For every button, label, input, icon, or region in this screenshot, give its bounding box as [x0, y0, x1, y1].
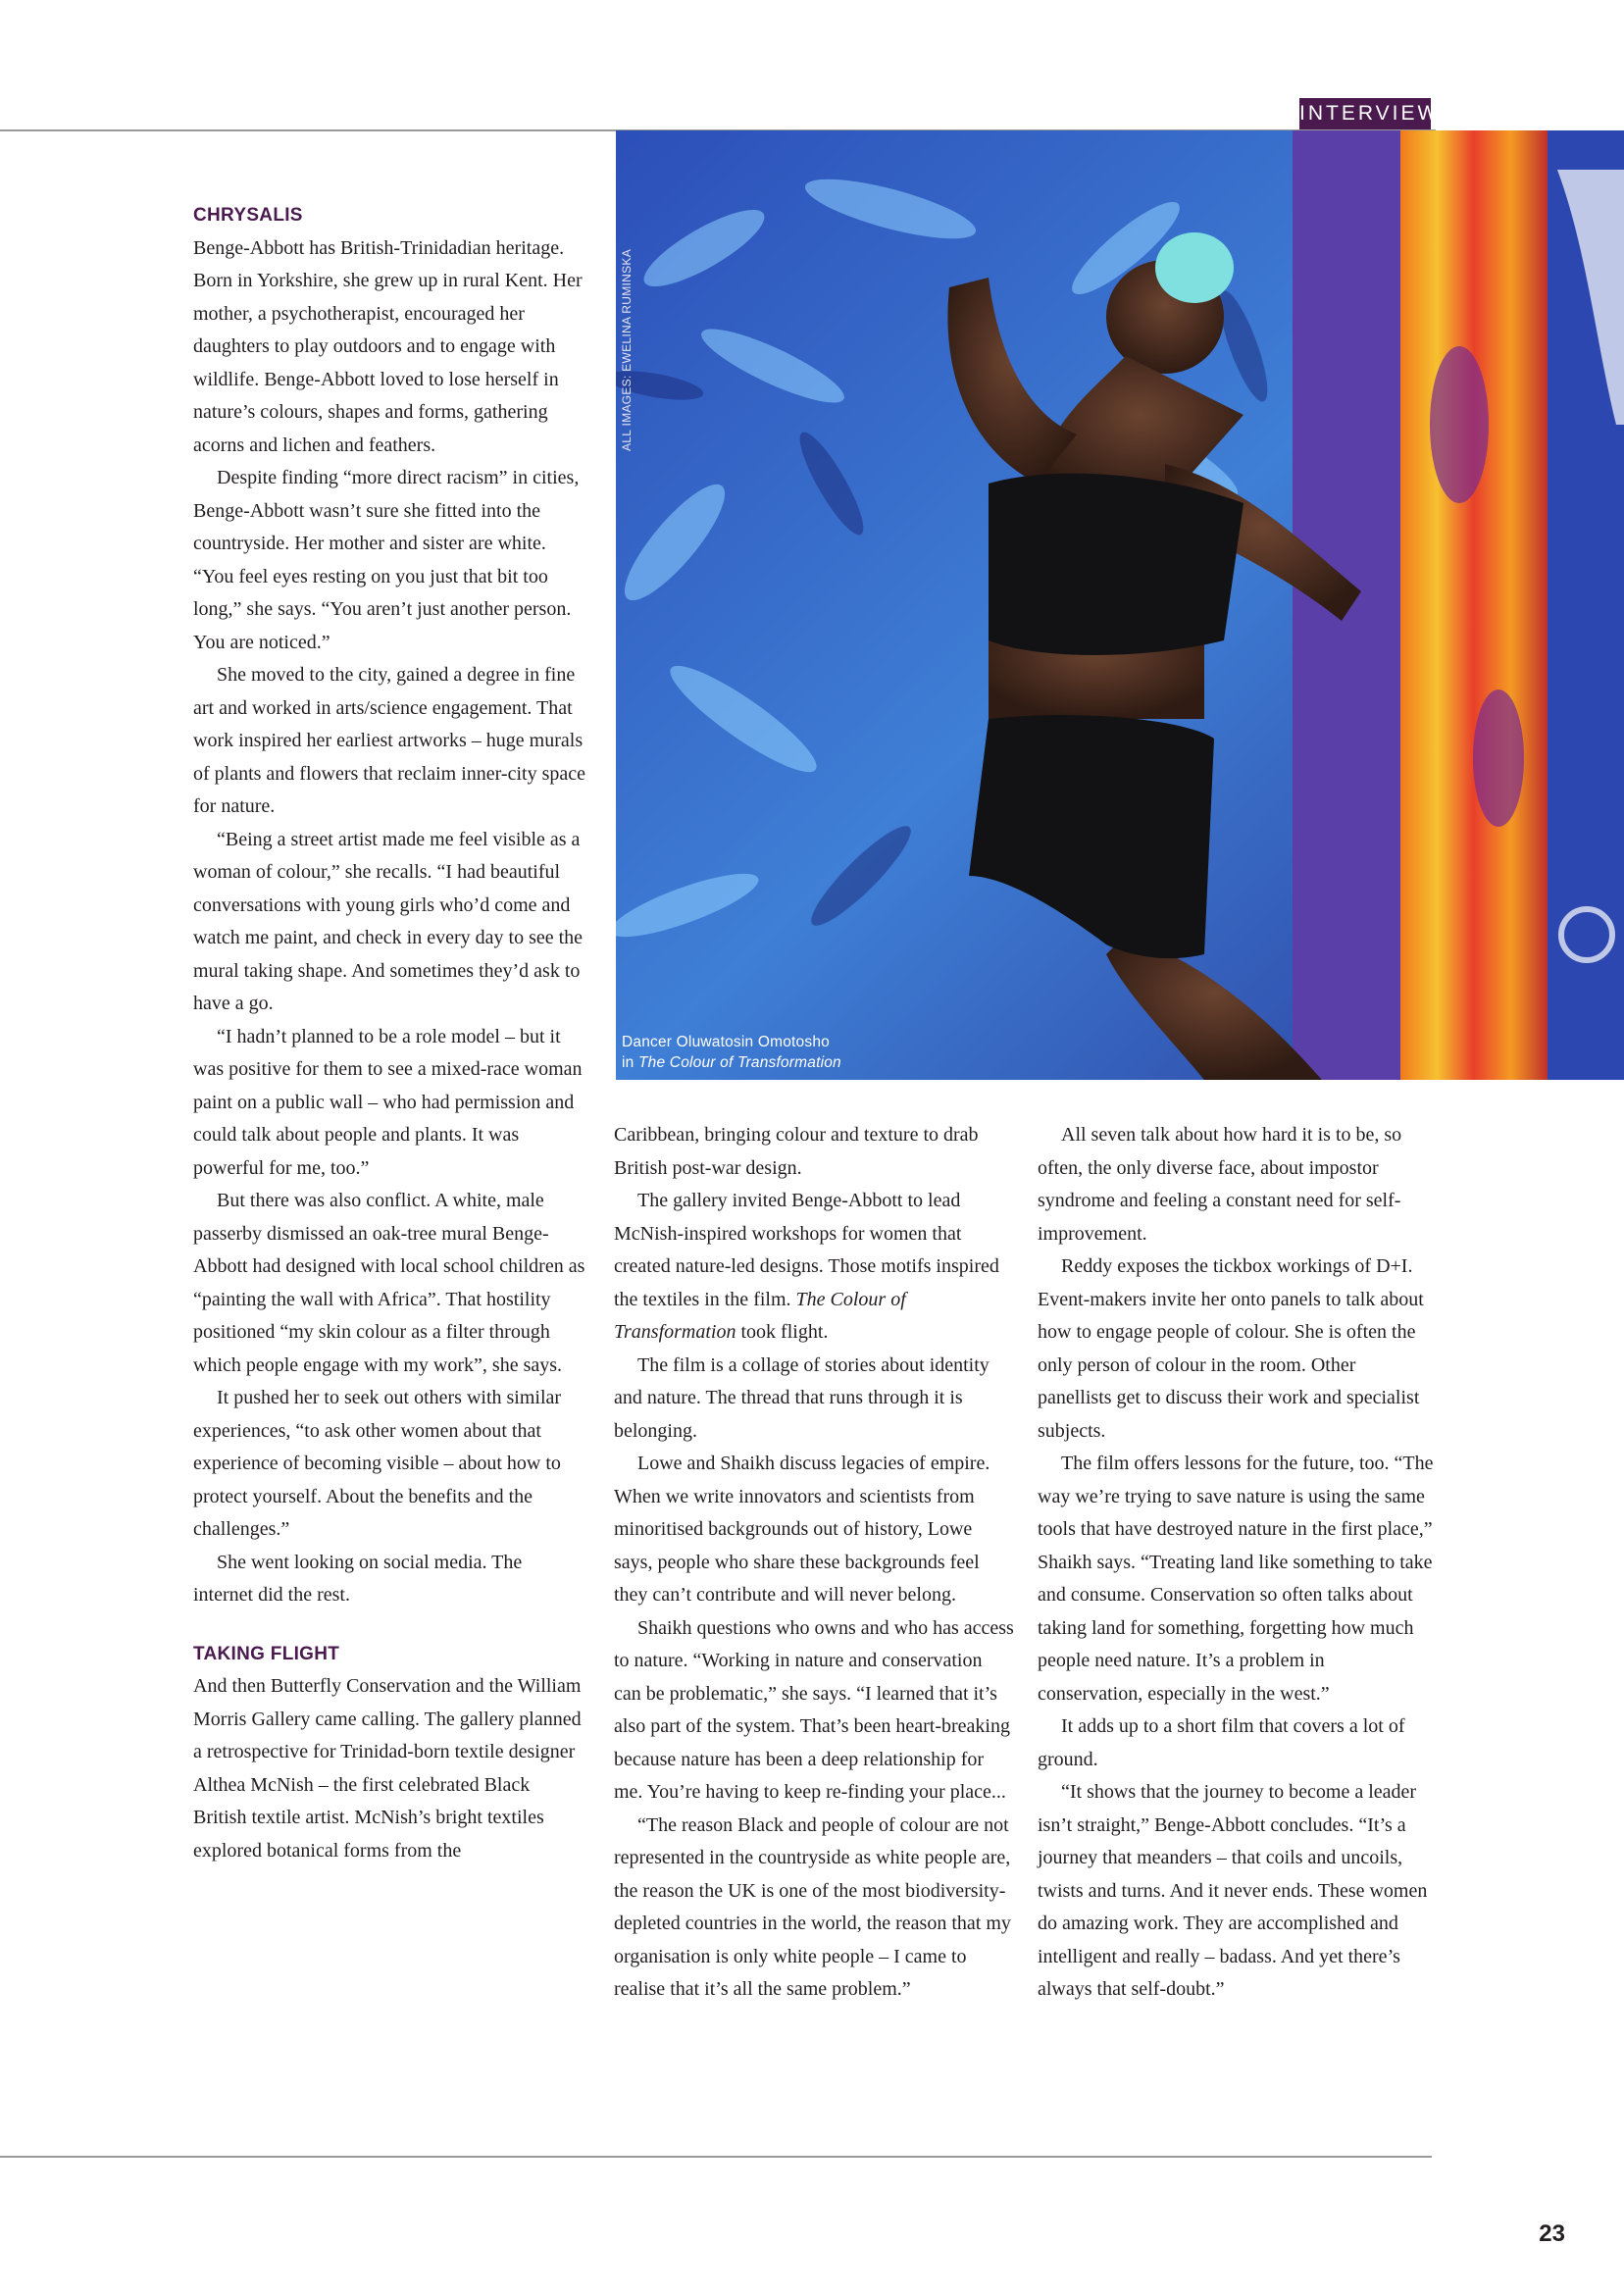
paragraph-text: took flight.	[736, 1321, 829, 1343]
paragraph: Benge-Abbott has British-Trinidadian heritage. Born in Yorkshire, she grew up in rural Kent. Her mother, a psychotherapist, encouraged her daughters to play outdoors and to engage with wildlife. Benge-Abbott loved to lose herself in nature’s colours, shapes and forms, gathering acorns and lichen and feathers.	[193, 236, 583, 456]
article-column-2	[614, 1119, 1014, 2007]
section-heading-chrysalis: CHRYSALIS	[193, 205, 303, 226]
paragraph: The film is a collage of stories about identity and nature. The thread that runs through it is belonging.	[614, 1353, 990, 1442]
footer-rule	[0, 2156, 1432, 2158]
section-label: INTERVIEW	[1299, 98, 1431, 129]
article-column-3	[1038, 1119, 1434, 2007]
paragraph	[614, 1185, 1014, 1350]
paragraph: Despite finding “more direct racism” in cities, Benge-Abbott wasn’t sure she fitted into the countryside. Her mother and sister are white. “You feel eyes resting on you just that bit too long,” she says. “You aren’t just another person. You are noticed.”	[193, 467, 580, 653]
dancer-photo-illustration	[616, 130, 1624, 1080]
paragraph: Reddy exposes the tickbox workings of D+I. Event-makers invite her onto panels to talk about how to engage people of colour. She is often the only person of colour in the room. Other panellists get to discuss their work and specialist subjects.	[1038, 1255, 1424, 1442]
film-title: The Colour of Transformation	[614, 1288, 906, 1343]
page-number: 23	[1539, 2220, 1565, 2247]
paragraph: It adds up to a short film that covers a lot of ground.	[1038, 1715, 1405, 1770]
section-heading-taking-flight: TAKING FLIGHT	[193, 1643, 340, 1664]
paragraph: She moved to the city, gained a degree in fine art and worked in arts/science engagement. That work inspired her earliest artworks – huge murals of plants and flowers that reclaim inner-city space for nature.	[193, 664, 585, 817]
article-column-1	[193, 199, 585, 1867]
paragraph: “Being a street artist made me feel visible as a woman of colour,” she recalls. “I had beautiful conversations with young girls who’d come and watch me paint, and check in every day to see the mural taking shape. And sometimes they’d ask to have a go.	[193, 828, 584, 1014]
caption-film-title: The Colour of Transformation	[637, 1054, 841, 1071]
paragraph: Lowe and Shaikh discuss legacies of empire. When we write innovators and scientists from minoritised backgrounds out of history, Lowe says, people who share these backgrounds feel they can’t contribute and will never belong.	[614, 1453, 990, 1606]
paragraph: “It shows that the journey to become a leader isn’t straight,” Benge-Abbott concludes. “It’s a journey that meanders – that coils and uncoils, twists and turns. And it never ends. These women do amazing work. They are accomplished and intelligent and really – badass. And yet there’s always that self-doubt.”	[1038, 1781, 1428, 2000]
dancer-photo	[616, 130, 1624, 1080]
paragraph: She went looking on social media. The internet did the rest.	[193, 1551, 523, 1606]
paragraph: Caribbean, bringing colour and texture to drab British post-war design.	[614, 1124, 979, 1179]
paragraph: Shaikh questions who owns and who has access to nature. “Working in nature and conservation can be problematic,” she says. “I learned that it’s also part of the system. That’s been heart-breaking because nature has been a deep relationship for me. You’re having to keep re-finding your place...	[614, 1616, 1014, 1803]
paragraph: The film offers lessons for the future, too. “The way we’re trying to save nature is using the same tools that have destroyed nature in the first place,” Shaikh says. “Treating land like something to take and consume. Conservation so often talks about taking land for something, forgetting how much people need nature. It’s a problem in conservation, especially in the west.”	[1038, 1453, 1434, 1705]
photo-caption	[622, 1032, 936, 1073]
paragraph: And then Butterfly Conservation and the William Morris Gallery came calling. The gallery planned a retrospective for Trinidad-born textile designer Althea McNish – the first celebrated Black British textile artist. McNish’s bright textiles explored botanical forms from the	[193, 1675, 582, 1862]
caption-prefix: in	[622, 1054, 638, 1071]
paragraph: “I hadn’t planned to be a role model – but it was positive for them to see a mixed-race woman paint on a public wall – who had permission and could talk about people and plants. It was powerful for me, too.”	[193, 1025, 583, 1179]
paragraph: It pushed her to seek out others with similar experiences, “to ask other women about that experience of becoming visible – about how to protect yourself. About the benefits and the challenges.”	[193, 1387, 562, 1540]
caption-line-1: Dancer Oluwatosin Omotosho	[622, 1034, 830, 1050]
photo-credit: ALL IMAGES: EWELINA RUMINSKA	[620, 248, 634, 451]
paragraph: “The reason Black and people of colour are not represented in the countryside as white people are, the reason the UK is one of the most biodiversity-depleted countries in the world, the reason that my organisation is only white people – I came to realise that it’s all the same problem.”	[614, 1813, 1011, 2000]
paragraph: All seven talk about how hard it is to be, so often, the only diverse face, about impostor syndrome and feeling a constant need for self-improvement.	[1038, 1124, 1402, 1245]
caption-line-2	[622, 1052, 936, 1073]
paragraph: But there was also conflict. A white, male passerby dismissed an oak-tree mural Benge-Abbott had designed with local school children as “painting the wall with Africa”. That hostility positioned “my skin colour as a filter through which people engage with my work”, she says.	[193, 1190, 585, 1376]
paragraph-text: The gallery invited Benge-Abbott to lead McNish-inspired workshops for women that created nature-led designs. Those motifs inspired the textiles in the film.	[614, 1190, 999, 1310]
